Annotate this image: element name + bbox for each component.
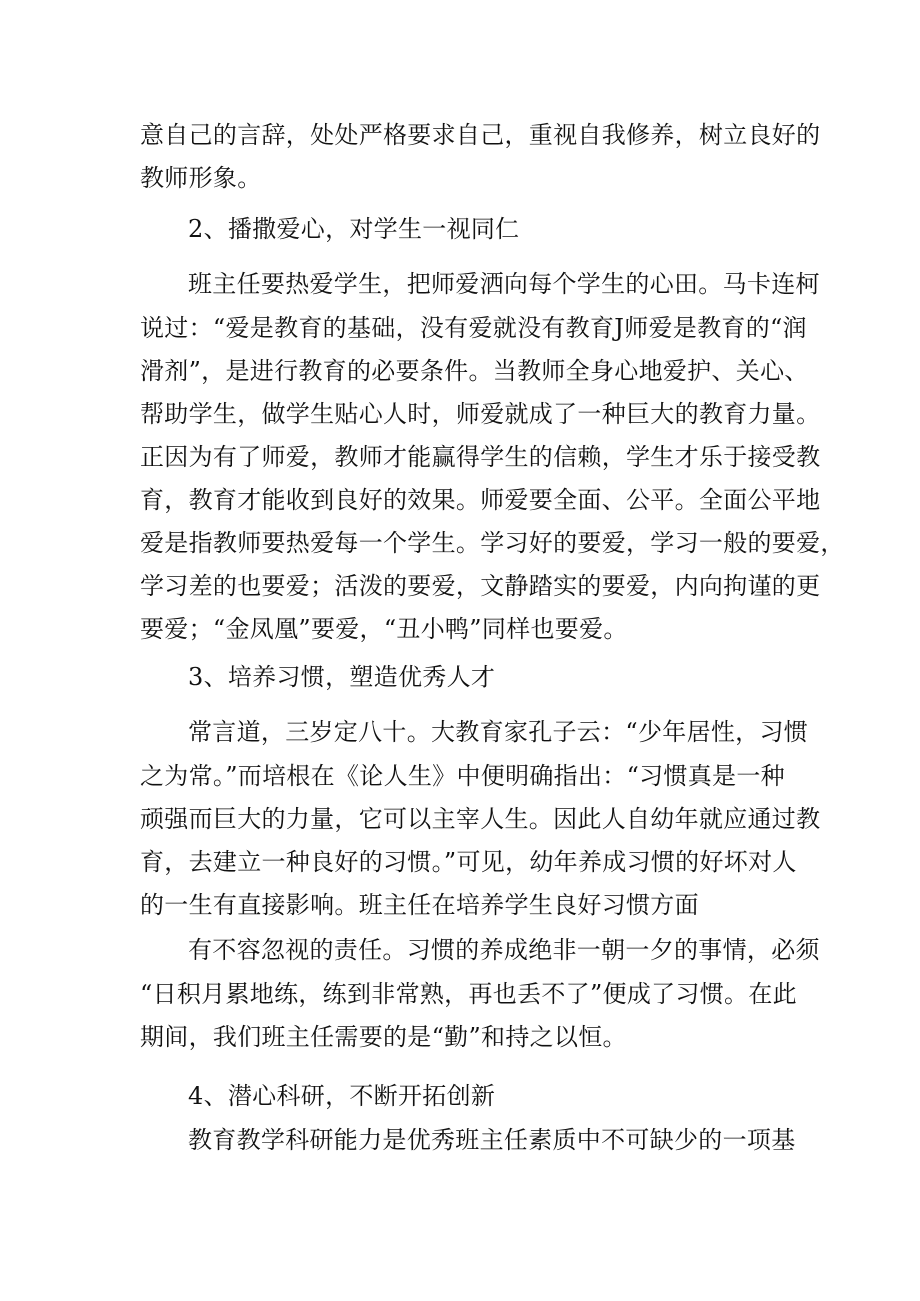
text-line-14: 常言道，三岁定八十。大教育家孔子云：“少年居性，习惯 xyxy=(188,718,809,746)
text-line-16: 顽强而巨大的力量，它可以主宰人生。因此人自幼年就应通过教 xyxy=(140,805,821,833)
text-line-7: 帮助学生，做学生贴心人时，师爱就成了一种巨大的教育力量。 xyxy=(140,400,821,428)
text-line-18: 的一生有直接影响。班主任在培养学生良好习惯方面 xyxy=(140,891,699,919)
text-line-12: 要爱；“金凤凰”要爱，“丑小鸭”同样也要爱。 xyxy=(140,615,628,643)
text-line-8: 正因为有了师爱，教师才能赢得学生的信赖，学生才乐于接受教 xyxy=(140,443,821,471)
text-line-6: 滑剂”，是进行教育的必要条件。当教师全身心地爱护、关心、 xyxy=(140,357,809,385)
text-line-9: 育，教育才能收到良好的效果。师爱要全面、公平。全面公平地 xyxy=(140,486,821,514)
text-line-10: 爱是指教师要热爱每一个学生。学习好的要爱，学习一般的要爱， xyxy=(140,529,845,557)
section-heading-3: 3、培养习惯，塑造优秀人才 xyxy=(188,663,496,691)
text-line-2: 教师形象。 xyxy=(140,164,262,192)
text-line-4: 班主任要热爱学生，把师爱洒向每个学生的心田。马卡连柯 xyxy=(188,270,820,298)
text-line-20: “日积月累地练，练到非常熟，再也丢不了”便成了习惯。在此 xyxy=(140,980,797,1008)
text-line-19: 有不容忽视的责任。习惯的养成绝非一朝一夕的事情，必须 xyxy=(188,936,820,964)
text-line-17: 育，去建立一种良好的习惯。”可见，幼年养成习惯的好坏对人 xyxy=(140,848,797,876)
text-line-11: 学习差的也要爱；活泼的要爱，文静踏实的要爱，内向拘谨的更 xyxy=(140,572,821,600)
section-heading-4: 4、潜心科研，不断开拓创新 xyxy=(188,1082,496,1110)
text-line-5: 说过：“爱是教育的基础，没有爱就没有教育J师爱是教育的“润 xyxy=(140,314,807,342)
text-line-21: 期间，我们班主任需要的是“勤”和持之以恒。 xyxy=(140,1023,627,1051)
section-heading-2: 2、播撒爱心，对学生一视同仁 xyxy=(188,215,520,243)
text-line-15: 之为常。”而培根在《论人生》中便明确指出：“习惯真是一种 xyxy=(140,762,785,790)
text-line-1: 意自己的言辞，处处严格要求自己，重视自我修养，树立良好的 xyxy=(140,121,821,149)
text-line-23: 教育教学科研能力是优秀班主任素质中不可缺少的一项基 xyxy=(188,1126,796,1154)
